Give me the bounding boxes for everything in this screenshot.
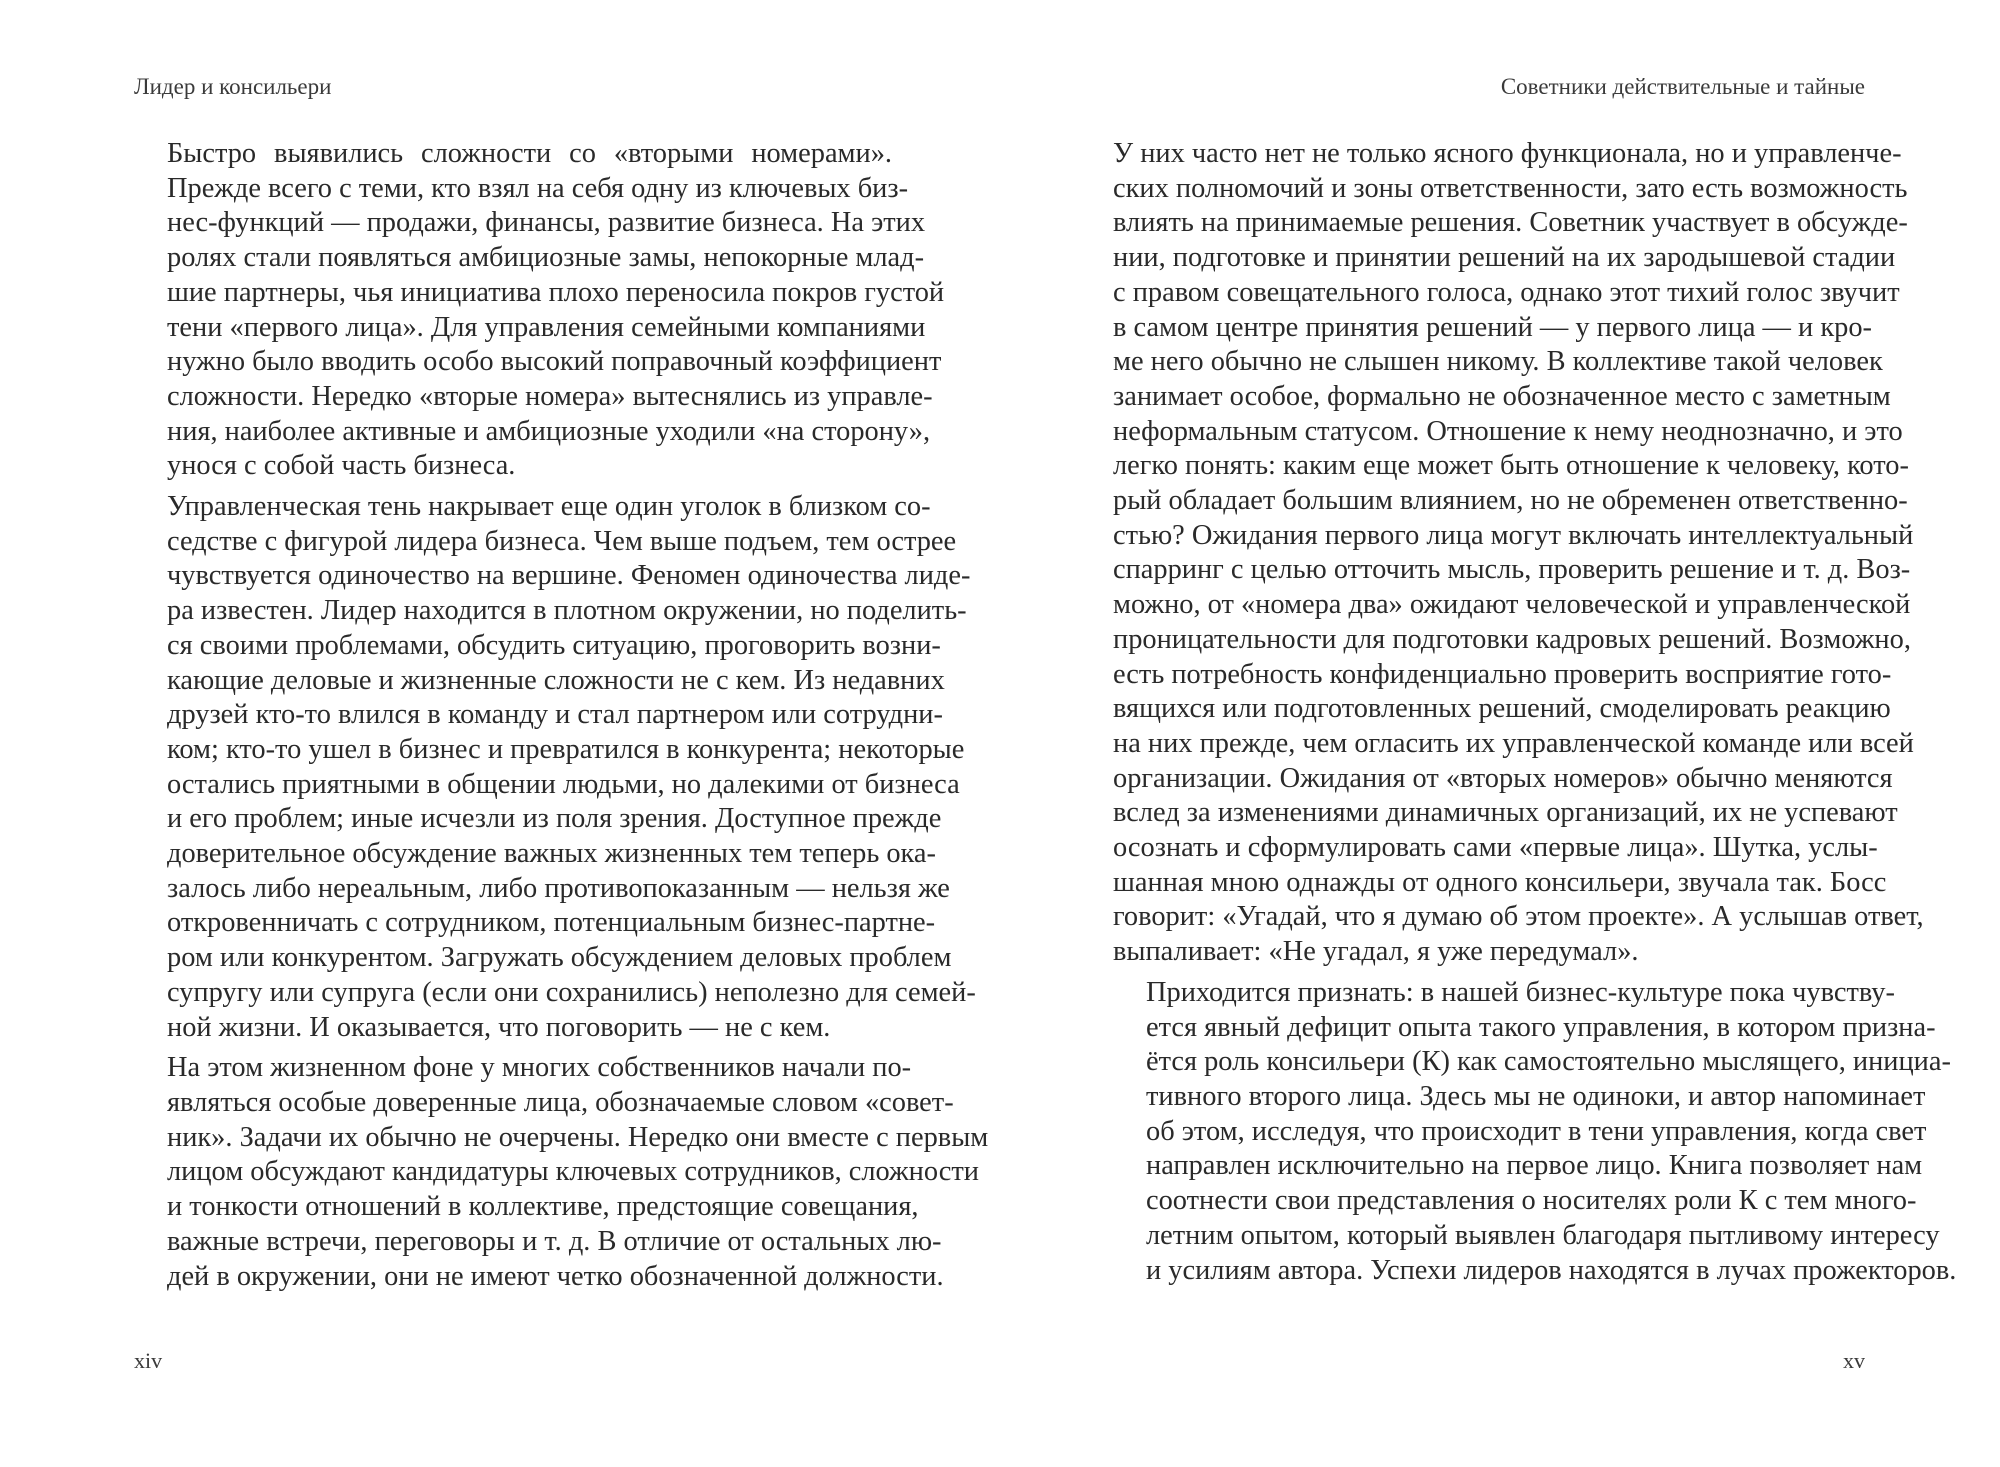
text-line: ётся роль консильери (К) как самостоятельно мыслящего, инициа- — [1146, 1046, 1951, 1078]
paragraph — [134, 1051, 989, 1294]
body-text — [134, 137, 989, 1300]
text-line: доверительное обсуждение важных жизненных тем теперь ока- — [167, 838, 936, 870]
text-line: на них прежде, чем огласить их управленческой команде или всей — [1113, 727, 1914, 759]
text-line: унося с собой часть бизнеса. — [167, 450, 516, 482]
text-line: шие партнеры, чья инициатива плохо переносила покров густой — [167, 276, 945, 308]
text-line: залось либо нереальным, либо противопоказанным — нельзя же — [167, 872, 950, 904]
page-number: xv — [1843, 1348, 1865, 1373]
text-line: неформальным статусом. Отношение к нему неоднозначно, и это — [1113, 415, 1903, 447]
text-line: шанная мною однажды от одного консильери, звучала так. Босс — [1113, 866, 1887, 898]
text-line: и его проблем; иные исчезли из поля зрения. Доступное прежде — [167, 803, 942, 835]
text-line: Приходится признать: в нашей бизнес-культуре пока чувству- — [1146, 976, 1895, 1008]
text-line: тивного второго лица. Здесь мы не одиноки, и автор напоминает — [1146, 1080, 1926, 1112]
paragraph — [134, 137, 945, 484]
text-line: ник». Задачи их обычно не очерчены. Нередко они вместе с первым — [167, 1121, 989, 1153]
text-line: вслед за изменениями динамичных организаций, их не успевают — [1113, 797, 1898, 829]
text-line: направлен исключительно на первое лицо. Книга позволяет нам — [1146, 1150, 1923, 1182]
text-line: дей в окружении, они не имеют четко обозначенной должности. — [167, 1260, 944, 1292]
text-line: можно, от «номера два» ожидают человеческой и управленческой — [1113, 589, 1911, 621]
text-line: в самом центре принятия решений — у первого лица — и кро- — [1113, 311, 1872, 343]
text-line: осознать и сформулировать сами «первые лица». Шутка, услы- — [1113, 832, 1878, 864]
text-line: тени «первого лица». Для управления семейными компаниями — [167, 311, 926, 343]
text-line: ра известен. Лидер находится в плотном окружении, но поделить- — [167, 595, 967, 627]
text-line: откровенничать с сотрудником, потенциальным бизнес-партне- — [167, 907, 936, 939]
text-line: На этом жизненном фоне у многих собственников начали по- — [167, 1052, 912, 1084]
text-line: и усилиям автора. Успехи лидеров находятся в лучах прожекторов. — [1146, 1254, 1957, 1286]
text-line: рый обладает большим влиянием, но не обременен ответственно- — [1113, 485, 1908, 517]
text-line: ется явный дефицит опыта такого управления, в котором призна- — [1146, 1011, 1936, 1043]
text-line: об этом, исследуя, что происходит в тени управления, когда свет — [1146, 1115, 1927, 1147]
text-line: остались приятными в общении людьми, но далекими от бизнеса — [167, 768, 960, 800]
text-line: ских полномочий и зоны ответственности, зато есть возможность — [1113, 172, 1908, 204]
paragraph — [134, 490, 976, 1045]
text-line: супругу или супруга (если они сохранились) неполезно для семей- — [167, 976, 976, 1008]
text-line: У них часто нет не только ясного функционала, но и управленче- — [1113, 138, 1902, 169]
text-line: ния, наиболее активные и амбициозные уходили «на сторону», — [167, 415, 931, 447]
running-head: Советники действительные и тайные — [1500, 74, 1865, 99]
paragraph — [1113, 137, 1924, 970]
text-line: чувствуется одиночество на вершине. Феномен одиночества лиде- — [167, 560, 971, 592]
right-page — [1000, 0, 2000, 1467]
text-line: проницательности для подготовки кадровых решений. Возможно, — [1113, 623, 1911, 655]
text-line: лицом обсуждают кандидатуры ключевых сотрудников, сложности — [167, 1156, 979, 1188]
text-line: друзей кто-то влился в команду и стал партнером или сотрудни- — [167, 699, 943, 731]
text-line: влиять на принимаемые решения. Советник участвует в обсужде- — [1113, 207, 1908, 239]
body-text — [1113, 137, 1957, 1294]
text-line: соотнести свои представления о носителях роли К с тем много- — [1146, 1185, 1917, 1217]
text-line: ролях стали появляться амбициозные замы, непокорные млад- — [167, 242, 925, 274]
text-line: и тонкости отношений в коллективе, предстоящие совещания, — [167, 1191, 919, 1223]
text-line: организации. Ожидания от «вторых номеров» обычно меняются — [1113, 762, 1893, 794]
text-line: с правом совещательного голоса, однако этот тихий голос звучит — [1113, 276, 1900, 308]
text-line: есть потребность конфиденциально проверить восприятие гото- — [1113, 658, 1892, 690]
page-number: xiv — [134, 1348, 163, 1373]
text-line: нужно было вводить особо высокий поправочный коэффициент — [167, 346, 942, 378]
text-line: стью? Ожидания первого лица могут включать интеллектуальный — [1113, 519, 1914, 551]
text-line: спарринг с целью отточить мысль, проверить решение и т. д. Воз- — [1113, 554, 1911, 586]
text-line: ром или конкурентом. Загружать обсуждением деловых проблем — [167, 942, 952, 974]
text-line: кающие деловые и жизненные сложности не с кем. Из недавних — [167, 664, 945, 696]
text-line: летним опытом, который выявлен благодаря пытливому интересу — [1146, 1219, 1940, 1251]
text-line: легко понять: каким еще может быть отношение к человеку, кото- — [1113, 450, 1909, 482]
paragraph — [1113, 976, 1957, 1288]
text-line: Управленческая тень накрывает еще один уголок в близком со- — [167, 491, 931, 523]
text-line: сложности. Нередко «вторые номера» вытеснялись из управле- — [167, 380, 933, 412]
text-line: ме него обычно не слышен никому. В коллективе такой человек — [1113, 346, 1883, 378]
text-line: говорит: «Угадай, что я думаю об этом проекте». А услышав ответ, — [1113, 901, 1924, 933]
text-line: ной жизни. И оказывается, что поговорить — не с кем. — [167, 1011, 831, 1043]
text-line: нес-функций — продажи, финансы, развитие бизнеса. На этих — [167, 207, 926, 239]
text-line: важные встречи, переговоры и т. д. В отличие от остальных лю- — [167, 1225, 942, 1257]
text-line: являться особые доверенные лица, обозначаемые словом «совет- — [167, 1086, 954, 1118]
text-line: ся своими проблемами, обсудить ситуацию, проговорить возни- — [167, 629, 941, 661]
text-line: Прежде всего с теми, кто взял на себя одну из ключевых биз- — [167, 172, 909, 204]
text-line: нии, подготовке и принятии решений на их зародышевой стадии — [1113, 242, 1896, 274]
text-line: выпаливает: «Не угадал, я уже передумал». — [1113, 936, 1639, 968]
text-line: занимает особое, формально не обозначенное место с заметным — [1113, 380, 1891, 412]
text-line: Быстро выявились сложности со «вторыми номерами». — [167, 138, 892, 169]
text-line: вящихся или подготовленных решений, смоделировать реакцию — [1113, 693, 1891, 725]
text-line: ком; кто-то ушел в бизнес и превратился в конкурента; некоторые — [167, 733, 965, 765]
running-head: Лидер и консильери — [134, 74, 332, 99]
text-line: седстве с фигурой лидера бизнеса. Чем выше подъем, тем острее — [167, 525, 957, 557]
